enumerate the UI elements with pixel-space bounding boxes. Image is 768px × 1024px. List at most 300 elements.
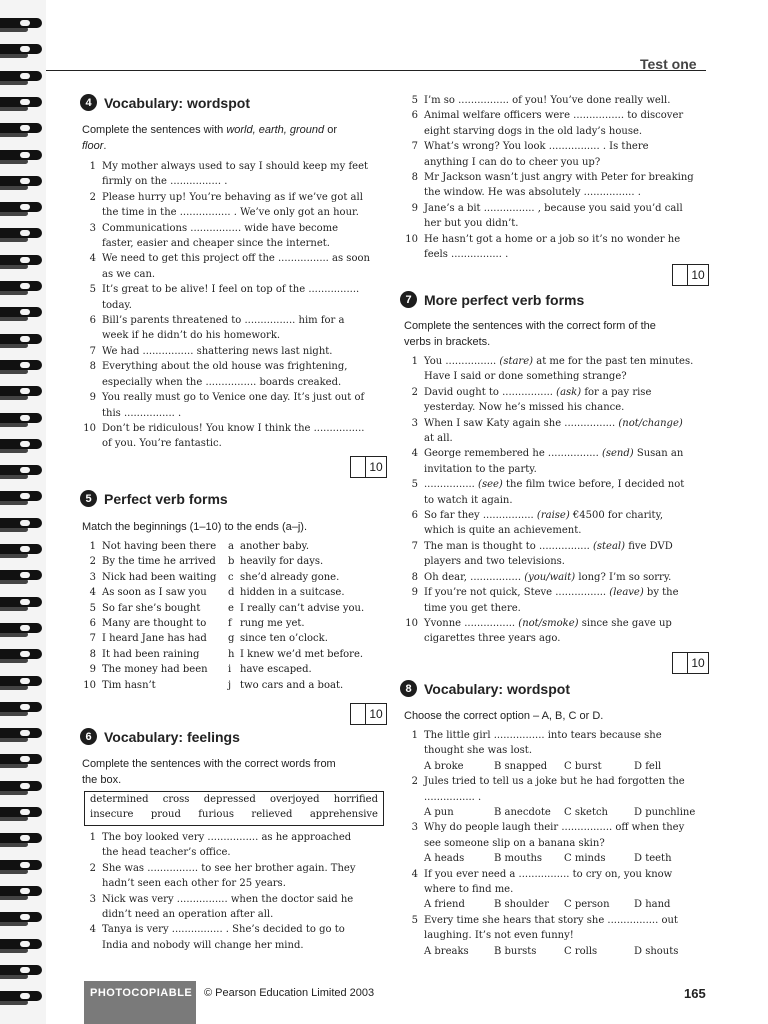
copyright-text: © Pearson Education Limited 2003 — [204, 987, 375, 999]
match-ending — [228, 554, 323, 569]
beginning-text: I heard Jane has had — [102, 633, 207, 645]
answer-option: C rolls — [564, 945, 598, 957]
item-text: today. — [102, 299, 132, 311]
section-8-items — [404, 728, 714, 959]
ending-letter: c — [228, 571, 234, 583]
section-6-score-box: 10 — [687, 264, 709, 286]
item-text: see someone slip on a banana skin? — [424, 837, 605, 849]
item-text: invitation to the party. — [424, 463, 537, 475]
item-number: 1 — [89, 832, 96, 843]
item-text: week if he didn’t do his homework. — [102, 330, 281, 342]
answer-option: B anecdote — [494, 807, 551, 819]
beginning-text: As soon as I saw you — [102, 587, 207, 599]
list-item — [404, 539, 714, 570]
item-number: 8 — [411, 172, 418, 184]
instr-text: verbs in brackets. — [404, 336, 491, 348]
ending-text: she’d already gone. — [240, 571, 340, 583]
item-text: Why do people laugh their ................ off when they — [424, 822, 685, 834]
item-text: It’s great to be alive! I feel on top of the ................ — [102, 284, 360, 296]
spiral-coil — [0, 754, 44, 768]
list-item — [404, 385, 714, 416]
item-text: time you get there. — [424, 602, 521, 614]
coil-hole — [20, 441, 30, 447]
item-text: the time in the ................ . We’ve only got an hour. — [102, 207, 359, 219]
answer-option: D punchline — [634, 807, 696, 819]
coil-shadow — [0, 763, 28, 768]
ending-text: rung me yet. — [240, 618, 305, 630]
item-text: ................ — [424, 479, 479, 491]
match-beginning — [82, 539, 228, 554]
options-row — [424, 805, 714, 820]
item-text: since she gave up — [578, 617, 672, 629]
spiral-coil — [0, 912, 44, 926]
coil-hole — [20, 993, 30, 999]
instr-words: floor — [82, 140, 104, 152]
ending-letter: i — [228, 664, 232, 676]
section-4-heading — [80, 94, 250, 111]
beginning-text: Many are thought to — [102, 618, 207, 630]
answer-option: C minds — [564, 853, 606, 865]
section-4-items — [82, 159, 392, 452]
ending-text: have escaped. — [240, 664, 312, 676]
spiral-coil — [0, 807, 44, 821]
list-item — [404, 139, 714, 170]
section-7-score-box: 10 — [687, 652, 709, 674]
answer-option: B bursts — [494, 945, 537, 957]
item-text: The little girl ................ into tears because she — [424, 730, 662, 741]
list-item — [82, 390, 392, 421]
question-item — [404, 867, 714, 898]
spiral-coil — [0, 860, 44, 874]
list-item — [404, 170, 714, 201]
item-text: which is quite an achievement. — [424, 525, 582, 537]
coil-hole — [20, 46, 30, 52]
instr-text: Complete the sentences with the correct words from — [82, 758, 336, 770]
item-text: Jane’s a bit ................ , because you said you’d call — [424, 202, 683, 214]
coil-shadow — [0, 842, 28, 847]
section-8-number: 8 — [400, 680, 417, 697]
match-row — [82, 539, 364, 554]
ending-text: another baby. — [240, 541, 310, 552]
match-beginning — [82, 554, 228, 569]
photocopiable-label: PHOTOCOPIABLE — [90, 987, 193, 999]
item-text: Don’t be ridiculous! You know I think the ................ — [102, 422, 365, 434]
answer-option: A friend — [424, 899, 465, 911]
item-number: 3 — [411, 822, 418, 834]
coil-hole — [20, 704, 30, 710]
item-text: hadn’t seen each other for 25 years. — [102, 878, 286, 890]
spiral-coil — [0, 518, 44, 532]
ending-letter: j — [228, 679, 232, 691]
answer-option: D hand — [634, 899, 671, 911]
coil-hole — [20, 651, 30, 657]
section-5-title: Perfect verb forms — [104, 490, 228, 507]
item-text: The man is thought to ................ — [424, 540, 593, 552]
item-text: for a pay rise — [581, 386, 652, 398]
item-text: her but you didn’t. — [424, 218, 519, 230]
answer-options — [404, 759, 714, 774]
item-text: Mr Jackson wasn’t just angry with Peter for breaking — [424, 172, 694, 184]
match-row — [82, 662, 364, 677]
item-text: where to find me. — [424, 884, 514, 896]
match-beginning — [82, 631, 228, 646]
item-number: 5 — [411, 95, 418, 106]
coil-hole — [20, 625, 30, 631]
item-text: the window. He was absolutely ................ . — [424, 187, 641, 199]
item-text: I’m so ................ of you! You’ve done really well. — [424, 95, 671, 106]
instr-text: . — [103, 140, 107, 152]
item-text: eight starving dogs in the old lady’s house. — [424, 125, 643, 137]
item-number: 5 — [411, 479, 418, 491]
coil-hole — [20, 599, 30, 605]
list-item — [82, 313, 392, 344]
ending-text: I knew we’d met before. — [240, 648, 364, 660]
item-text: Communications ................ wide have become — [102, 222, 339, 234]
list-item — [82, 251, 392, 282]
item-text: If you’re not quick, Steve ................ — [424, 587, 610, 599]
box-word: cross — [162, 794, 190, 805]
item-text: My mother always used to say I should keep my feet — [102, 161, 369, 172]
spiral-coil — [0, 202, 44, 216]
list-item — [82, 344, 392, 359]
page-number: 165 — [684, 986, 706, 1001]
coil-hole — [20, 257, 30, 263]
item-text: You ................ — [424, 356, 500, 367]
page-header-title: Test one — [640, 56, 697, 72]
word-box-row — [85, 807, 383, 822]
ending-letter: d — [228, 587, 235, 599]
answer-option: B snapped — [494, 760, 548, 772]
answer-option: C sketch — [564, 807, 608, 819]
item-number: 6 — [89, 618, 96, 630]
coil-hole — [20, 493, 30, 499]
beginning-text: Nick had been waiting — [102, 571, 217, 583]
verb-cue: (send) — [601, 448, 634, 460]
section-6-instructions — [82, 756, 336, 788]
answer-option: D shouts — [634, 945, 679, 957]
question-item — [404, 820, 714, 851]
coil-hole — [20, 336, 30, 342]
answer-options — [404, 851, 714, 866]
verb-cue: (raise) — [536, 510, 570, 522]
item-text: laughing. It’s not even funny! — [424, 930, 574, 942]
item-text: Have I said or done something strange? — [424, 371, 627, 383]
answer-option: D fell — [634, 760, 662, 772]
list-item — [404, 232, 714, 263]
verb-cue: (see) — [478, 479, 503, 491]
question-item — [404, 728, 714, 759]
item-number: 2 — [89, 191, 96, 203]
match-ending — [228, 539, 309, 554]
match-beginning — [82, 662, 228, 677]
list-item — [82, 922, 392, 953]
ending-text: I really can’t advise you. — [240, 602, 365, 614]
item-number: 2 — [89, 556, 96, 568]
box-word: proud — [150, 809, 181, 820]
coil-shadow — [0, 579, 28, 584]
item-number: 7 — [411, 141, 418, 153]
item-text: What’s wrong? You look ................ . Is there — [424, 141, 649, 153]
beginning-text: Not having been there — [102, 541, 217, 552]
spiral-coil — [0, 281, 44, 295]
item-text: Please hurry up! You’re behaving as if we’ve got all — [102, 191, 363, 203]
ending-letter: h — [228, 648, 235, 660]
match-ending — [228, 662, 312, 677]
list-item — [404, 354, 714, 385]
coil-hole — [20, 783, 30, 789]
spiral-coil — [0, 150, 44, 164]
item-number: 10 — [83, 422, 96, 434]
list-item — [82, 359, 392, 390]
ending-text: two cars and a boat. — [240, 679, 344, 691]
spiral-coil — [0, 570, 44, 584]
spiral-coil — [0, 97, 44, 111]
list-item — [404, 446, 714, 477]
section-5-instructions: Match the beginnings (1–10) to the ends (a–j). — [82, 521, 308, 533]
item-number: 2 — [89, 862, 96, 874]
item-text: at me for the past ten minutes. — [533, 356, 694, 367]
answer-option: A breaks — [424, 945, 469, 957]
spiral-coil — [0, 491, 44, 505]
spiral-coil — [0, 702, 44, 716]
match-row — [82, 647, 364, 662]
question-item — [404, 913, 714, 944]
coil-hole — [20, 546, 30, 552]
score-box-edge — [672, 264, 687, 286]
list-item — [82, 421, 392, 452]
coil-hole — [20, 152, 30, 158]
answer-option: A heads — [424, 853, 465, 865]
ending-text: hidden in a suitcase. — [240, 587, 345, 599]
word-box-row — [85, 792, 383, 807]
item-number: 8 — [89, 361, 96, 373]
item-text: feels ................ . — [424, 249, 509, 261]
section-5-score-box: 10 — [365, 703, 387, 725]
coil-hole — [20, 835, 30, 841]
answer-option: C burst — [564, 760, 602, 772]
verb-cue: (steal) — [593, 540, 626, 552]
match-row — [82, 616, 364, 631]
spiral-coil — [0, 728, 44, 742]
item-number: 3 — [89, 571, 96, 583]
item-number: 5 — [89, 284, 96, 296]
item-text: When I saw Katy again she ................ — [424, 417, 619, 429]
item-text: Bill’s parents threatened to ................ him for a — [102, 315, 345, 327]
list-item — [82, 190, 392, 221]
score-box-edge — [672, 652, 687, 674]
item-number: 3 — [89, 222, 96, 234]
item-text: She was ................ to see her brother again. They — [102, 862, 356, 874]
coil-hole — [20, 888, 30, 894]
item-number: 1 — [411, 356, 418, 367]
ending-text: since ten o’clock. — [240, 633, 328, 645]
spiral-coil — [0, 255, 44, 269]
section-5-number: 5 — [80, 490, 97, 507]
verb-cue: (ask) — [556, 386, 582, 398]
section-8-title: Vocabulary: wordspot — [424, 680, 570, 697]
answer-option: D teeth — [634, 853, 672, 865]
coil-hole — [20, 809, 30, 815]
item-number: 8 — [89, 648, 96, 660]
spiral-coil — [0, 781, 44, 795]
item-text: Susan an — [633, 448, 684, 460]
section-4-score-box: 10 — [365, 456, 387, 478]
match-ending — [228, 678, 343, 693]
item-number: 3 — [89, 893, 96, 905]
item-text: Tanya is very ................ . She’s decided to go to — [102, 924, 345, 936]
item-text: Every time she hears that story she ................ out — [424, 914, 678, 926]
section-8-instructions: Choose the correct option – A, B, C or D. — [404, 710, 604, 722]
item-text: The boy looked very ................ as he approached — [102, 832, 352, 843]
item-number: 9 — [89, 664, 96, 676]
spiral-coil — [0, 71, 44, 85]
item-number: 10 — [83, 679, 96, 691]
ending-letter: e — [228, 602, 234, 614]
beginning-text: By the time he arrived — [102, 556, 216, 568]
coil-hole — [20, 362, 30, 368]
spiral-coil — [0, 965, 44, 979]
item-text: You really must go to Venice one day. It’s just out of — [102, 392, 365, 404]
list-item — [404, 108, 714, 139]
section-6-title: Vocabulary: feelings — [104, 728, 240, 745]
section-7-title: More perfect verb forms — [424, 291, 585, 308]
ending-letter: b — [228, 556, 235, 568]
item-number: 2 — [411, 386, 418, 398]
coil-hole — [20, 204, 30, 210]
item-text: Jules tried to tell us a joke but he had forgotten the — [424, 776, 685, 788]
item-number: 6 — [411, 510, 418, 522]
item-number: 1 — [89, 161, 96, 172]
list-item — [404, 201, 714, 232]
section-6-heading — [80, 728, 240, 745]
item-text: yesterday. Now he’s missed his chance. — [424, 402, 625, 414]
coil-shadow — [0, 500, 28, 505]
ending-letter: g — [228, 633, 235, 645]
item-text: to watch it again. — [424, 494, 513, 506]
spiral-binding — [0, 0, 46, 1024]
match-ending — [228, 585, 345, 600]
coil-hole — [20, 20, 30, 26]
item-number: 4 — [411, 868, 418, 880]
match-beginning — [82, 647, 228, 662]
box-word: horrified — [333, 794, 378, 805]
word-box — [84, 791, 384, 826]
spiral-coil — [0, 123, 44, 137]
coil-hole — [20, 99, 30, 105]
item-text: thought she was lost. — [424, 745, 533, 757]
coil-hole — [20, 520, 30, 526]
match-beginning — [82, 601, 228, 616]
spiral-coil — [0, 44, 44, 58]
item-number: 4 — [411, 448, 418, 460]
item-number: 4 — [89, 924, 96, 936]
item-text: faster, easier and cheaper since the internet. — [102, 238, 330, 250]
section-5-match-table — [82, 539, 364, 693]
beginning-text: So far she’s bought — [102, 602, 201, 614]
box-word: furious — [198, 809, 235, 820]
item-number: 6 — [411, 110, 418, 122]
spiral-coil — [0, 465, 44, 479]
item-text: So far they ................ — [424, 510, 537, 522]
item-text: €4500 for charity, — [569, 510, 664, 522]
item-text: We need to get this project off the ................ as soon — [102, 253, 370, 265]
coil-hole — [20, 415, 30, 421]
item-text: He hasn’t got a home or a job so it’s no wonder he — [424, 233, 681, 245]
box-word: relieved — [251, 809, 293, 820]
item-number: 4 — [89, 253, 96, 265]
item-number: 9 — [411, 202, 418, 214]
item-number: 9 — [411, 587, 418, 599]
item-number: 10 — [405, 617, 418, 629]
instr-text: Complete the sentences with — [82, 124, 227, 136]
beginning-text: Tim hasn’t — [102, 679, 156, 691]
match-beginning — [82, 570, 228, 585]
instr-words: world, earth, ground — [226, 124, 325, 136]
item-text: of you. You’re fantastic. — [102, 438, 222, 450]
box-word: apprehensive — [309, 809, 378, 820]
spiral-coil — [0, 18, 44, 32]
section-6-number: 6 — [80, 728, 97, 745]
answer-option: A pun — [424, 807, 454, 819]
answer-option: A broke — [424, 760, 464, 772]
item-number: 8 — [411, 571, 418, 583]
item-text: David ought to ................ — [424, 386, 557, 398]
instr-text: Complete the sentences with the correct form of the — [404, 320, 656, 332]
list-item — [82, 892, 392, 923]
item-text: five DVD — [625, 540, 673, 552]
list-item — [404, 508, 714, 539]
item-number: 7 — [89, 345, 96, 357]
match-row — [82, 631, 364, 646]
match-ending — [228, 616, 305, 631]
match-beginning — [82, 678, 228, 693]
spiral-coil — [0, 886, 44, 900]
spiral-coil — [0, 991, 44, 1005]
list-item — [82, 221, 392, 252]
ending-letter: f — [228, 618, 232, 630]
spiral-coil — [0, 413, 44, 427]
coil-hole — [20, 309, 30, 315]
spiral-coil — [0, 228, 44, 242]
item-number: 7 — [89, 633, 96, 645]
answer-options — [404, 944, 714, 959]
spiral-coil — [0, 307, 44, 321]
section-6-items-continued — [404, 93, 714, 262]
item-text: long? I’m so sorry. — [575, 571, 672, 583]
coil-hole — [20, 914, 30, 920]
spiral-coil — [0, 597, 44, 611]
box-word: depressed — [203, 794, 256, 805]
answer-option: C person — [564, 899, 610, 911]
list-item — [404, 616, 714, 647]
list-item — [404, 93, 714, 108]
answer-option: B mouths — [494, 853, 543, 865]
section-4-number: 4 — [80, 94, 97, 111]
coil-shadow — [0, 53, 28, 58]
item-text: this ................ . — [102, 407, 182, 419]
item-text: anything I can do to cheer you up? — [424, 156, 601, 168]
match-row — [82, 678, 364, 693]
list-item — [82, 861, 392, 892]
coil-hole — [20, 283, 30, 289]
list-item — [404, 570, 714, 585]
verb-cue: (stare) — [499, 356, 534, 367]
section-7-instructions — [404, 318, 656, 350]
answer-options — [404, 805, 714, 820]
coil-hole — [20, 941, 30, 947]
options-row — [424, 897, 714, 912]
section-7-number: 7 — [400, 291, 417, 308]
